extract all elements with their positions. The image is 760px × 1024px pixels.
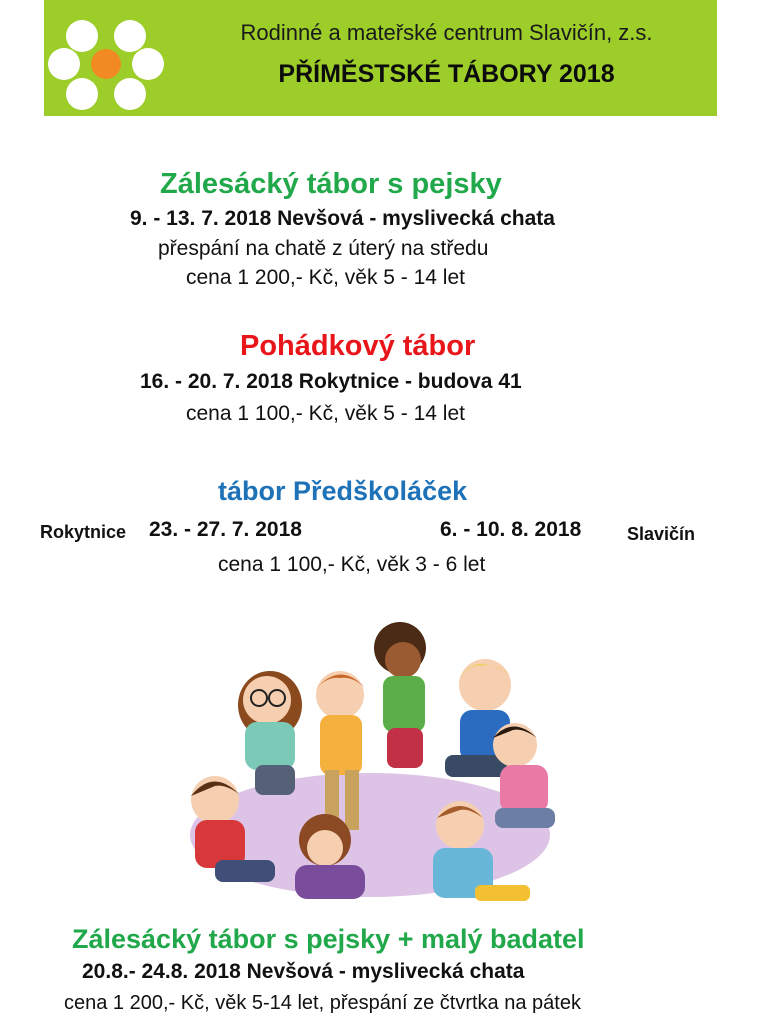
- page-title: PŘÍMĚSTSKÉ TÁBORY 2018: [278, 60, 615, 88]
- camp3-dates1: 23. - 27. 7. 2018: [149, 518, 302, 541]
- camp2-dates-place: 16. - 20. 7. 2018 Rokytnice - budova 41: [140, 370, 522, 393]
- header-banner: [44, 0, 717, 116]
- camp4-name: Zálesácký tábor s pejsky + malý badatel: [72, 924, 585, 954]
- camp4-dates-place: 20.8.- 24.8. 2018 Nevšová - myslivecká chata: [82, 960, 525, 983]
- camp3-name: tábor Předškoláček: [218, 476, 468, 506]
- camp2-name: Pohádkový tábor: [240, 330, 476, 362]
- camp1-name: Zálesácký tábor s pejsky: [160, 168, 502, 200]
- camp2-price-age: cena 1 100,- Kč, věk 5 - 14 let: [186, 402, 465, 425]
- children-circle-illustration: [175, 610, 575, 930]
- camp4-price-age-overnight: cena 1 200,- Kč, věk 5-14 let, přespání ze čtvrtka na pátek: [64, 992, 581, 1014]
- camp3-dates2: 6. - 10. 8. 2018: [440, 518, 582, 541]
- organization-name: Rodinné a mateřské centrum Slavičín, z.s.: [240, 20, 653, 45]
- flower-logo-icon: [44, 0, 168, 116]
- camp3-place1: Rokytnice: [40, 522, 127, 542]
- camp3-place2: Slavičín: [627, 524, 696, 544]
- camp1-dates-place: 9. - 13. 7. 2018 Nevšová - myslivecká chata: [130, 207, 555, 230]
- camp1-overnight: přespání na chatě z úterý na středu: [158, 237, 489, 260]
- camp1-price-age: cena 1 200,- Kč, věk 5 - 14 let: [186, 266, 465, 289]
- camp3-price-age: cena 1 100,- Kč, věk 3 - 6 let: [218, 553, 486, 576]
